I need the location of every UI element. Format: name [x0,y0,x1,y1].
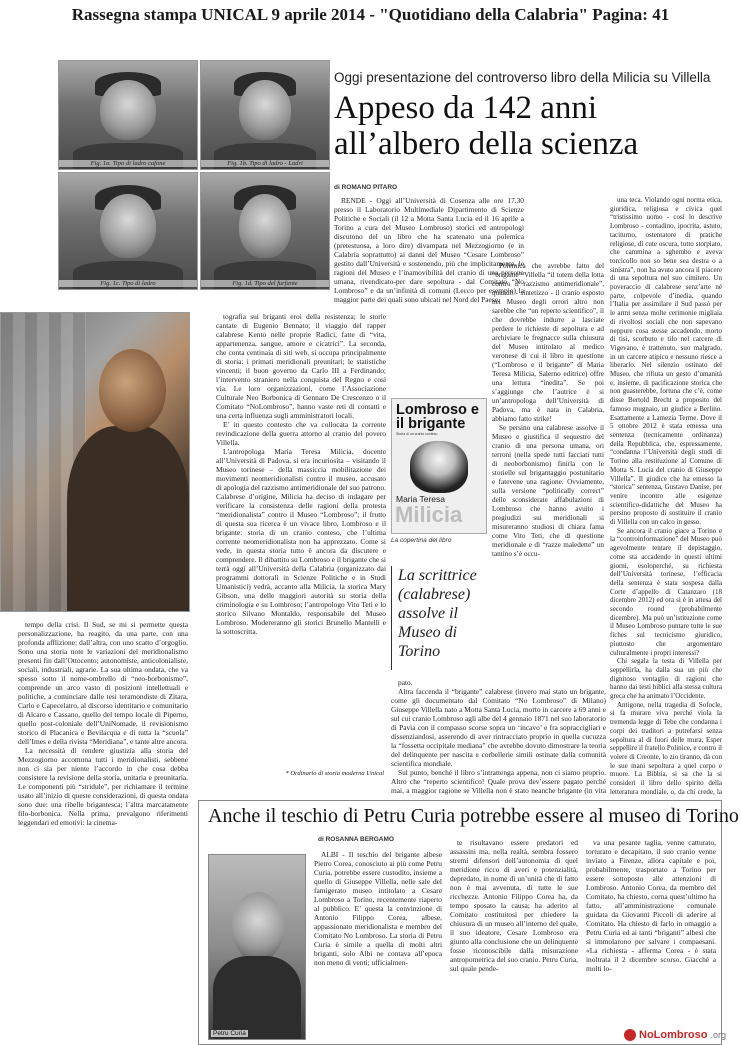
book-cover-image [391,398,487,534]
sidebar-column-1 [314,850,442,1040]
paragraph: L’antropologa Maria Teresa Milicia, docente all’Università di Padova, si era incuriosita – visitando il Museo torinese – della massiccia mobilitazione dei movimenti neomeridionalisti contro il museo, accusato di apologia del razzismo antimeridionale del suo patrono. Calabrese d’origine, Milicia ha deciso di indagare per verificare la consistenza delle ragioni della protesta “meridionalista” contro il Museo “Lombroso”; il frutto di questa sua ricerca è un vivace libro, Lombroso e il brigante: storia di un cranio conteso, che l’ultima corrente neomeridionalista non ha apprezzato. Come si vede, in questa storia tutto è ancora da discutere e comprendere. Il dibattito su Lombroso e il brigante che si terrà oggi all’Università della Calabria (organizzato dai programmi dottorali in Scienze Politiche e in Studi Umanistici) vedrà, accanto alla Milicia, la storica Mary Gibson, una delle maggiori autorità su storia della criminologia e su Lombroso; l’antropologo Vito Teti e lo storico Silvano Montaldo, responsabile del Museo Lombroso. Modereranno gli storici Brunello Mantelli e la sottoscritta. [216,447,386,636]
mugshot-caption-1: Fig. 1a. Tipo di ladro cafone [59,160,197,167]
header-prefix: Rassegna stampa UNICAL 9 aprile 2014 [71,5,366,24]
book-cover-author-last: Milicia [395,502,463,527]
article-column-left-bottom [18,620,188,1045]
book-cover-subtitle: Storia di un cranio conteso [396,432,438,436]
header-separator: - [365,5,380,24]
sidebar-column-3 [586,838,716,1040]
sidebar-headline: Anche il teschio di Petru Curia potrebbe essere al museo di Torino [208,805,739,827]
watermark-tld: .org [710,1030,726,1040]
header-newspaper: "Quotidiano della Calabria" [379,5,588,24]
nolombroso-watermark [624,1026,740,1044]
paragraph: Chi segala la testa di Villella per seppellirla, ha dalla sua un più che dignitoso ventaglio di ragioni che hanno dai testi biblici alla stessa cultura greca che ha animato l’Occidente. [610,657,722,701]
article-headline: Appeso da 142 anni all’albero della scienza [334,90,639,162]
paragraph: La necessità di rendere giustizia alla storia del Mezzogiorno accomuna tutti i meridionalisti, sebbene non ci sia per niente l’accordo in che cosa debba consistere la revisione della storia, unitaria e preunitaria. Le componenti più “stridule”, per richiamare il termine usato all’inizio di queste considerazioni, di questa ondata sono due: una ribelle brigantesca; l’altra marcatamente filo-borbonica. Nella prima, prevalgono riferimenti leggendari ed emotivi: la cinema- [18,746,188,827]
paragraph: Se ancora il cranio giace a Torino e la “controinformazione” del Museo può agevolmente tentare il depistaggio, come sta accadendo in questi ultimi giorni, esoloperché, su richiesta dell’Università torinese, l’efficacia della sentenza è stata sospesa dalla Corte d’appello di Catanzaro (18 dicembre 2012) ed ora si è in attesa del secondo round (probabilmente dicembre). Ma può un’istituzione come il Museo Lombroso puntare tutte le sue fiches sul tecnicismo giuridico, piuttosto che argomentare culturalmente i propri interessi? [610,526,722,657]
paragraph: Se persino una calabrese assolve il Museo e giustifica il sequestro del cranio di una persona umana, ori terroni (nella spede tutti facciati tutti di neoborbonismo) finirla con le storielle sul brigantaggio postunitario e fatevene una ragione. Ovviamente, sulla versione “politically correct” delle sconsiderate affabulazioni di Lombroso che hanno avuito i pregiudizi sui meridionali si misureranno studiosi di chiara fama come Vito Teti, che di questione meridionale e di “razze maledette” un tantino s’è occu- [492,424,604,558]
header-page-number: 41 [652,5,670,24]
article-column-book [391,678,606,796]
article-column-middle [216,312,386,767]
article-column-far-right [610,196,722,796]
book-caption: La copertina del libro [391,537,452,544]
mugshot-photo-4 [200,172,330,290]
mugshot-caption-3: Fig. 1c. Tipo di ladro [59,280,197,287]
milicia-photo [0,312,190,612]
mugshot-caption-4: Fig. 1d. Tipo del furfante [201,280,329,287]
paragraph: ALBI - Il teschio del brigante albese Pietro Corea, conosciuto ai più come Petru Curia, potrebbe essere custodito, insieme a quello di Giuseppe Villella, nelle sale del famigerato museo intitolato a Cesare Lombroso a Torino, recentemente riaperto al pubblico. E’ questa la convinzione di Antonio Filippo Corea, albese, appassionato meridionalista e membro del Comitato No Lombroso. La storia di Petru Curia è simile a quella di molti altri briganti, solo Albi ne contava all’epoca non meno di venti; ufficialmen- [314,850,442,967]
sidebar-byline: di ROSANNA BERGAMO [318,836,394,843]
petru-curia-caption: Petru Curia [213,1030,246,1037]
press-review-header [0,0,741,34]
paragraph: Antigone, nella tragedia di Sofocle, si fa murare viva perché viola la tremenda legge di Tebe che condanna i corpi dei traditori a putrefarsi senza sepoltura al di fuori delle mura. Esper seppellire il fratello Polinice, e contro il volere di Creonte, lo zio tiranno, dà con le sue mani sepoltura a quel corpo e muore. La Bibbia, si sa che la si consideri il libro dello spirito della letteratura mondiale, o, da chi crede, la [610,700,722,796]
paragraph: Altra faccenda il “brigante” calabrese (invero mai stato un brigante, come gli documentato dal Comitato “No Lombroso” di Milano) Giuseppe Villella nato a Motta Santa Lucia, morto in carcere a 69 anni e sul cui cranio Lombroso agli albe del 4 gennaio 1871 nel suo laboratorio di Pavia con il compasso scorse sopra un ‘incavo’ e fra sopraccigliari e dissenziandosi, asserendo di aver rintracciato proprio in quella cucuzza la “fossetta occipitale mediana” che avrebbe dovuto dimostrare la teoria del delinquente per nascita e corbellerie simili ostinate dalla comunità scientifica mondiale. [391,687,606,768]
paragraph: Sul punto, benché il libro s’intrattenga appena, non ci siamo proprio. Altro che “reperto scientifico! Quale prova dev’essere pagato perché mai, a maggior ragione se Villella non è stato neanche brigante (in vita [391,768,606,795]
paragraph: va una pesante taglia, venne catturato, torturato e decapitato, il suo cranio venne inviato a Firenze, allora capitale e poi, probabilmente, trasportato a Torino per essere sottoposto alle attenzioni di Lombroso. Antonio Corea, da membro del Comitato, ha chiesto, corna quest’ultimo ha fatto, all’amministrazione comunale guidata da Giovanni Piccoli di aderire al Comitato. Ha chiesto di farlo in omaggio a Petru Curia ed ai tanti “briganti” albesi che si immolarono per salvare i compaesani. «La richiesta - afferma Corea - è stata inoltrata il 2 dicembre scorso. Giacché a molti lo- [586,838,716,973]
article-kicker: Oggi presentazione del controverso libro della Milicia su Villella [334,70,711,85]
mugshot-photo-2 [200,60,330,170]
newspaper-page [18,60,739,1045]
book-cover-author-first: Maria Teresa [396,494,445,504]
pull-quote: La scrittrice (calabrese) assolve il Museo di Torino [391,566,487,670]
paragraph: tempo della crisi. Il Sud, se mi si permette questa personalizzazione, ha reagito, da una parte, con una profonda afflizione; dall’altra, con uno scatto d’orgoglio. Sono una storia note le variazioni del meridionalismo presenti fin dall’Ottocento; autonomiste, anticolonialiste, sociali, industriali, agrarie. La sua ultima ondata, che va spesso sotto il nome-ombrello di “neo-borbonismo”, comprende un arco vasto di posizioni intellettuali e politiche, a cominciare dalle tesi teramondiste di Zitara, Carlo e Capecelatro, al discorso identitario e comunitario di Alcaro e Cassano, quello del tempo locale di Piperno, quello post-coloniale dell’UniNomade, il revisionismo storico di Placanica e Bevilacqua e di tutta la “scuola” dell’Imes e della rivista “Meridiana”, e tante altre ancora. [18,620,188,746]
mugshot-caption-2: Fig. 1b. Tipo di ladro - Ladri [201,160,329,167]
nolombroso-logo-icon [624,1029,636,1041]
paragraph: E’ in questo contesto che va collocata la corrente revindicazione della guerra attorno al cranio del povero Villella. [216,420,386,447]
paragraph: tografia sui briganti eroi della resistenza; le storie cantate di Eugenio Bennato; il viaggio del rapper calabrese Kento nelle proprie Radici, fatte di “vita, appartenenza, sangue, amore e cicatrici”. La seconda, che conta centinaia di siti web, si occupa principalmente di storia: i primati meridionali preunitari; le statistiche vincenti; il buon governo da Carlo III a Ferdinando; l’intervento straniero nella conquista del Regno e così via. Le loro organizzazioni, come l’Associazione Culturale Neo Borbonica di Gennaro De Crescenzo o il Comitato “NoLombroso”, hanno vaste reti di contatti e una certa influenza sugli amministratori locali. [216,312,386,420]
paragraph: una teca. Violando ogni norma etica, giuridica, religiosa e civica quel “tristissimo uomo - così lo descrive Lombroso - contadino, ipocrita, astuto, taciturno, ostentatore di pratiche religiose, di cute oscura, tutto storpiato, che cammina a sghembo e aveva torcicollo non so bene sea destra o a sinistra”, non ha avuto ancora il piacere di una sepoltura nel suo cimitero. Un poveraccio di calabrese senz’arte né parte, colpevole d’inedia, quando l’Italia per assimilare il Sud passò per le armi senza molte cerimonie migliaia di rivoltosi sociali che non sapevano neppure cosa stesse accadendo, morto di tisi, scorbuto e tifo nel carcere di Vigevano, è trattenuto, suo malgrado, in un carcere atipico e nessuno riesce a liberarlo. Nel silenzio ostinato del Museo, che rifiuta un gesto d’umanità e, insieme, di pacificazione storica che non guasterebbe, fortuna che c’è, come disse Bertold Brecht a proposito del famoso mugnaio, un giudice a Berlino. Esattamente a Lamezia Terme. Dove il 5 ottobre 2012 è stata emessa una sentenza (tecnicamente ordinanza) della Repubblica, che, espressamente, “condanna l’Università degli studi di Torino alla restituzione al Comune di Motta S. Lucia del cranio di Giuseppe Villella”. Il giudice che ha emesso la “storica” sentenza, Gustavo Danise, per venire incontro alle esigenze scientifico-didattiche del Museo ha persino proposto di sostituire il cranio di Villella con un calco in gesso. [610,196,722,527]
mugshot-photo-1 [58,60,198,170]
paragraph: pato. [398,678,413,687]
watermark-brand: NoLombroso [639,1029,708,1041]
petru-curia-photo [208,854,306,1040]
book-cover-title: Lombroso e il brigante [396,402,479,432]
paragraph: te risultavano essere predatori ed assassini ma, nella realtà, sembra fossero stremi difensori dell’autonomia di quel meridione ricco di averi e potenzialità, depredato, in nome di un’unità che di fatto non è mai avvenuta, di tutte le sue ricchezze. Antonio Filippo Corea ha, da tempo sposato la causa; ha aderito al Comitato costituitosi per chiedere la chiusura di un museo all’interno del quale, il suo ideatore, Cesare Lombroso era giunto alla conclusione che un delinquente fosse riconoscibile dalla misurazione antropometrica del suo cranio. Petru Curia, sul quale pende- [450,838,578,973]
article-column-polemica [492,262,604,682]
paragraph: Polemica che avrebbe fatto del “brigante” Villella “il totem della lotta contro il razzismo antimeridionale”, quando - sintetizzo - il cranio esposto nel Museo degli orrori altro non sarebbe che “un reperto scientifico”, il che dovrebbe indurre a lasciate perdere le richieste di sepoltura e ad archiviare le fregnacce sulla chiusura del Museo intitolato al medico veronese di cui il libro in questione (“Lombroso e il brigante” di Maria Teresa Milicia, Salerno editrice) offre una lettura “inedita”. Se poi s’aggiunge che l’autrice è si un’antropologa dell’Università di Padova, ma è nata in Calabria, abbiamo fatto strike! [492,262,604,423]
header-page-label: Pagina: [587,5,653,24]
sidebar-column-2 [450,838,578,1040]
article-byline: di ROMANO PITARO [334,184,398,191]
paragraph: RENDE - Oggi all’Università di Cosenza alle ore 17.30 presso il Laboratorio Multimediale Dipartimento di Scienze Politiche e Sociali (il 12 a Motta Santa Lucia ed il 16 aprile a Torino a cura del Museo Lombroso) storici ed antropologi discutono del un libro che ha scatenato una polemica (pretestuosa, a loro dire) divampata nel Mezzogiorno (e in Calabria soprattutto) ai danni del Museo “Cesare Lombroso” gestito dall’Università e sostenendo, più che implicitamente, le ragioni del Museo e l’inamovibilità del cranio di una persona umana, rivendicato-per dare sepoltura - dal Comitato “No Lombroso” e da un’infinità di comuni (Lecco per esempio) la maggior parte dei quali sono ubicati nel Nord del Paese. [334,196,524,304]
author-footnote: * Ordinario di storia moderna Unical [285,770,384,777]
mugshot-photo-3 [58,172,198,290]
book-cover-portrait [410,441,468,493]
